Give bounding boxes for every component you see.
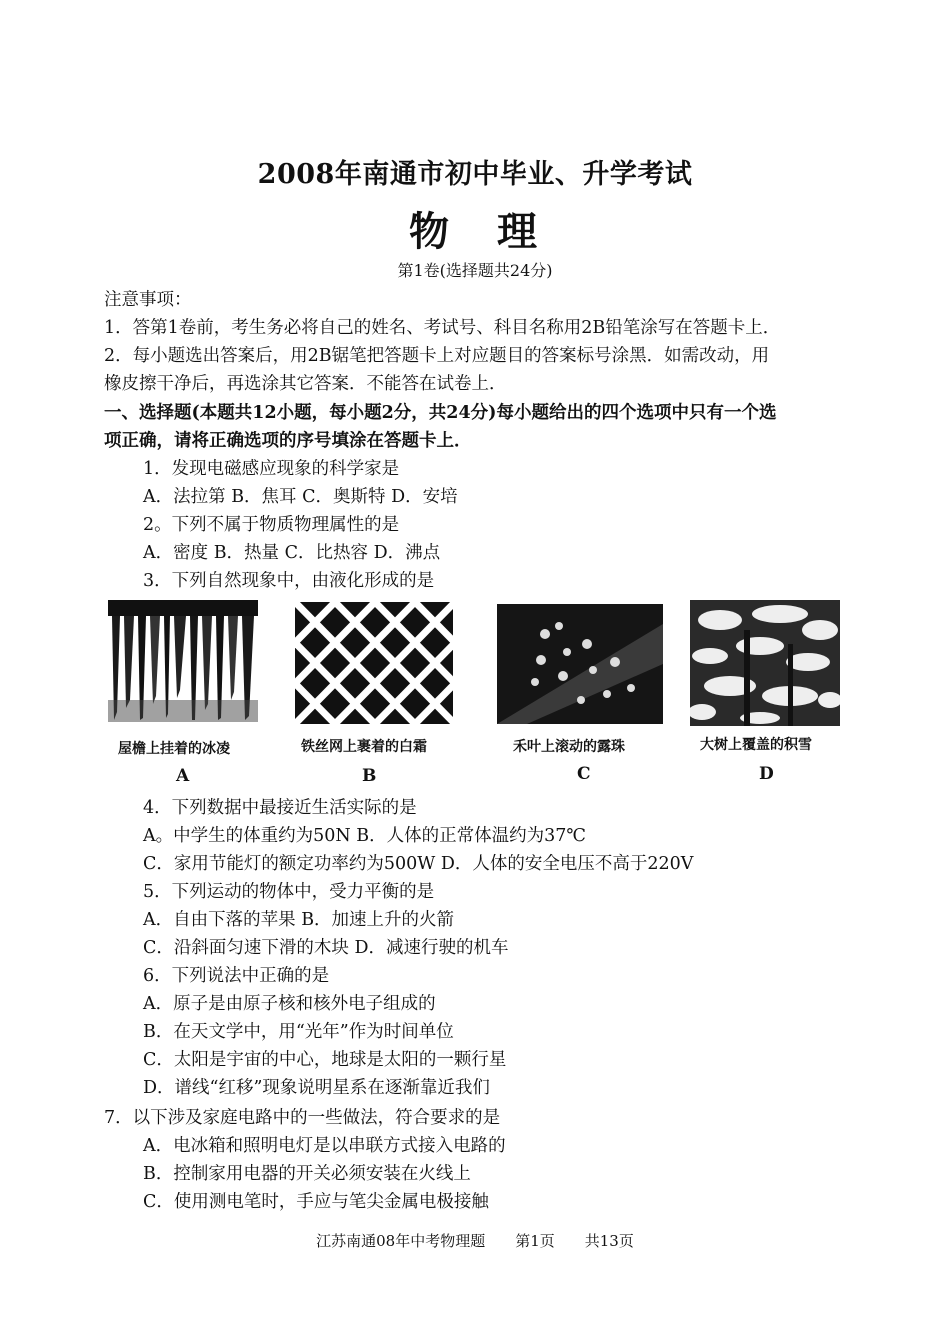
question-7-option-b: B．控制家用电器的开关必须安装在火线上: [143, 1164, 471, 1184]
figure-c-caption: 禾叶上滚动的露珠: [513, 739, 625, 755]
note-2a: 2．每小题选出答案后，用2B锯笔把答题卡上对应题目的答案标号涂黑．如需改动，用: [104, 346, 770, 366]
figure-snow-tree-image: [690, 600, 840, 726]
question-3-figures: [0, 600, 950, 790]
question-4-options-cd: C．家用节能灯的额定功率约为500W D．人体的安全电压不高于220V: [143, 854, 694, 874]
figure-d-letter: D: [759, 764, 774, 784]
question-4-options-ab: A。中学生的体重约为50N B．人体的正常体温约为37℃: [143, 826, 586, 846]
volume-label: 第1卷(选择题共24分): [397, 261, 553, 280]
question-7-option-a: A．电冰箱和照明电灯是以串联方式接入电路的: [143, 1136, 506, 1156]
section-heading-2: 项正确，请将正确选项的序号填涂在答题卡上．: [104, 431, 472, 451]
figure-a-letter: A: [176, 766, 190, 786]
question-2-options: A．密度 B．热量 C．比热容 D．沸点: [143, 543, 441, 563]
figure-a-caption: 屋檐上挂着的冰凌: [118, 741, 230, 757]
question-7: 7．以下涉及家庭电路中的一些做法，符合要求的是: [104, 1108, 501, 1128]
question-1-options: A．法拉第 B．焦耳 C．奥斯特 D．安培: [143, 487, 458, 507]
section-heading-1: 一、选择题(本题共12小题，每小题2分，共24分)每小题给出的四个选项中只有一个选: [104, 403, 777, 423]
exam-title: 2008年南通市初中毕业、升学考试: [257, 159, 693, 190]
question-6: 6．下列说法中正确的是: [143, 966, 330, 986]
question-5: 5．下列运动的物体中，受力平衡的是: [143, 882, 435, 902]
figure-icicles-image: [108, 600, 258, 722]
figure-frost-mesh-image: [295, 602, 453, 724]
question-6-option-a: A．原子是由原子核和核外电子组成的: [143, 994, 436, 1014]
question-2: 2。下列不属于物质物理属性的是: [143, 515, 400, 535]
figure-dew-drops-image: [497, 604, 663, 724]
figure-b-letter: B: [362, 766, 377, 786]
page-footer: 江苏南通08年中考物理题 第1页 共13页: [316, 1232, 634, 1250]
question-5-options-ab: A．自由下落的苹果 B．加速上升的火箭: [143, 910, 455, 930]
subject-title: 物 理: [409, 208, 541, 255]
note-2b: 橡皮擦干净后，再选涂其它答案．不能答在试卷上．: [104, 374, 507, 394]
figure-b-caption: 铁丝网上裹着的白霜: [301, 739, 427, 755]
question-6-option-d: D．谱线“红移”现象说明星系在逐渐靠近我们: [143, 1078, 490, 1098]
question-6-option-b: B．在天文学中，用“光年”作为时间单位: [143, 1022, 454, 1042]
note-1: 1．答第1卷前，考生务必将自己的姓名、考试号、科目名称用2B铅笔涂写在答题卡上．: [104, 318, 781, 338]
question-3: 3．下列自然现象中，由液化形成的是: [143, 571, 435, 591]
figure-d-caption: 大树上覆盖的积雪: [700, 737, 812, 753]
figure-c-letter: C: [577, 764, 591, 784]
question-4: 4．下列数据中最接近生活实际的是: [143, 798, 417, 818]
notes-heading: 注意事项：: [104, 290, 192, 310]
question-1: 1．发现电磁感应现象的科学家是: [143, 459, 400, 479]
question-7-option-c: C．使用测电笔时，手应与笔尖金属电极接触: [143, 1192, 489, 1212]
question-6-option-c: C．太阳是宇宙的中心，地球是太阳的一颗行星: [143, 1050, 507, 1070]
question-5-options-cd: C．沿斜面匀速下滑的木块 D．减速行驶的机车: [143, 938, 509, 958]
